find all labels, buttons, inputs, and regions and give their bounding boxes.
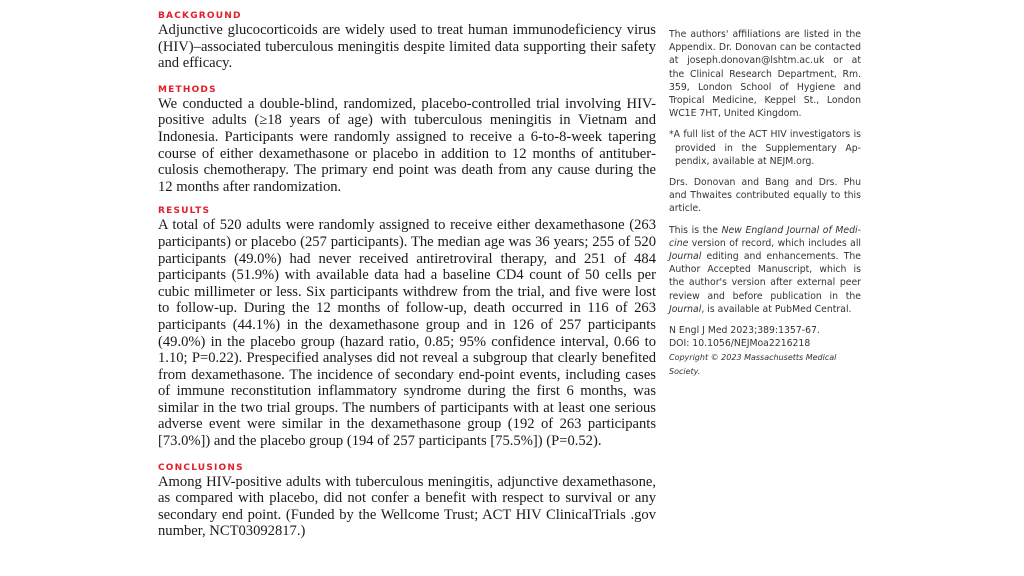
conclusions-heading: CONCLUSIONS: [158, 462, 244, 473]
background-text: Adjunctive glucocorticoids are widely used to treat human immunodeficiency virus (HIV)–associated tuberculous meningitis despite limited data supporting their safety and efficacy.: [158, 22, 656, 72]
investigators-footnote: *A full list of the ACT HIV investigators is provided in the Supplementary Appendix, available at NEJM.org.: [669, 129, 861, 167]
results-heading: RESULTS: [158, 206, 211, 217]
results-section: [158, 205, 656, 449]
citation: N Engl J Med 2023;389:1357-67.: [669, 325, 820, 337]
copyright: Copyright © 2023 Massachusetts Medical Society.: [669, 353, 837, 376]
journal-name: New England Journal of Medicine: [669, 224, 861, 249]
version-of-record-note: [669, 224, 861, 316]
version-suffix: editing and enhancements. The Author Accepted Manuscript, which is the author's version after external peer review and before publication in the: [669, 251, 861, 302]
abstract-main-column: [158, 10, 656, 550]
background-section: [158, 10, 656, 72]
background-heading: BACKGROUND: [158, 11, 242, 21]
equal-contribution-note: Drs. Donovan and Bang and Drs. Phu and Thwaites contributed equally to this article.: [669, 177, 861, 215]
journal-short: Journal: [669, 251, 702, 263]
author-affiliations: The authors' affiliations are listed in the Appendix. Dr. Donovan can be contacted at joseph.donovan@lshtm.ac.uk or at the Clinical Research Department, Rm. 359, London School of Hygiene and Tropical Medicine, Keppel St., London WC1E 7HT, United Kingdom.: [669, 29, 861, 120]
methods-heading: METHODS: [158, 84, 217, 95]
methods-section: [158, 84, 656, 196]
journal-short-2: Journal: [669, 303, 702, 315]
conclusions-section: [158, 462, 656, 540]
version-end: , is available at PubMed Central.: [701, 303, 852, 315]
version-prefix: This is the: [669, 224, 722, 236]
conclusions-text: Among HIV-positive adults with tuberculous meningitis, adjunctive dexamethasone, as compared with placebo, did not confer a benefit with respect to survival or any secondary end point. (Funded by the Wellcome Trust; ACT HIV ClinicalTrials .gov number, NCT03092817.): [158, 473, 656, 540]
results-text: A total of 520 adults were randomly assigned to receive either dexamethasone (263 participants) or placebo (257 participants). The median age was 36 years; 255 of 520 participants (49.0%) had never received antiretroviral therapy, and 251 of 484 participants (51.9%) with available data had a baseline CD4 count of 50 cells per cubic millimeter or less. Six participants withdrew from the trial, and five were lost to follow-up. During the 12 months of follow-up, death occurred in 116 of 263 participants (44.1%) in the dexamethasone group and in 126 of 257 participants (49.0%) in the placebo group (hazard ratio, 0.85; 95% confidence interval, 0.66 to 1.10; P=0.22). Prespecified analyses did not reveal a subgroup that clearly benefited from dexamethasone. The incidence of secondary end-point events, including cases of immune reconstitution inflammatory syndrome during the first 6 months, was similar in the two trial groups. The numbers of participants with at least one serious adverse event were similar in the dexamethasone group (192 of 263 participants [73.0%]) and the placebo group (194 of 257 participants [75.5%]) (P=0.52).: [158, 217, 656, 450]
doi: DOI: 10.1056/NEJMoa2216218: [669, 338, 811, 350]
methods-text: We conducted a double-blind, randomized, placebo-controlled trial involving HIV-positive adults (≥18 years of age) with tuberculous meningitis in Vietnam and Indonesia. Participants were randomly assigned to receive a 6-to-8-week tapering course of either dexamethasone or placebo in addition to 12 months of antituberculosis chemotherapy. The primary end point was death from any cause during the 12 months after randomization.: [158, 95, 656, 195]
article-sidebar: [669, 28, 861, 378]
version-middle: version of record, which includes all: [688, 237, 861, 249]
